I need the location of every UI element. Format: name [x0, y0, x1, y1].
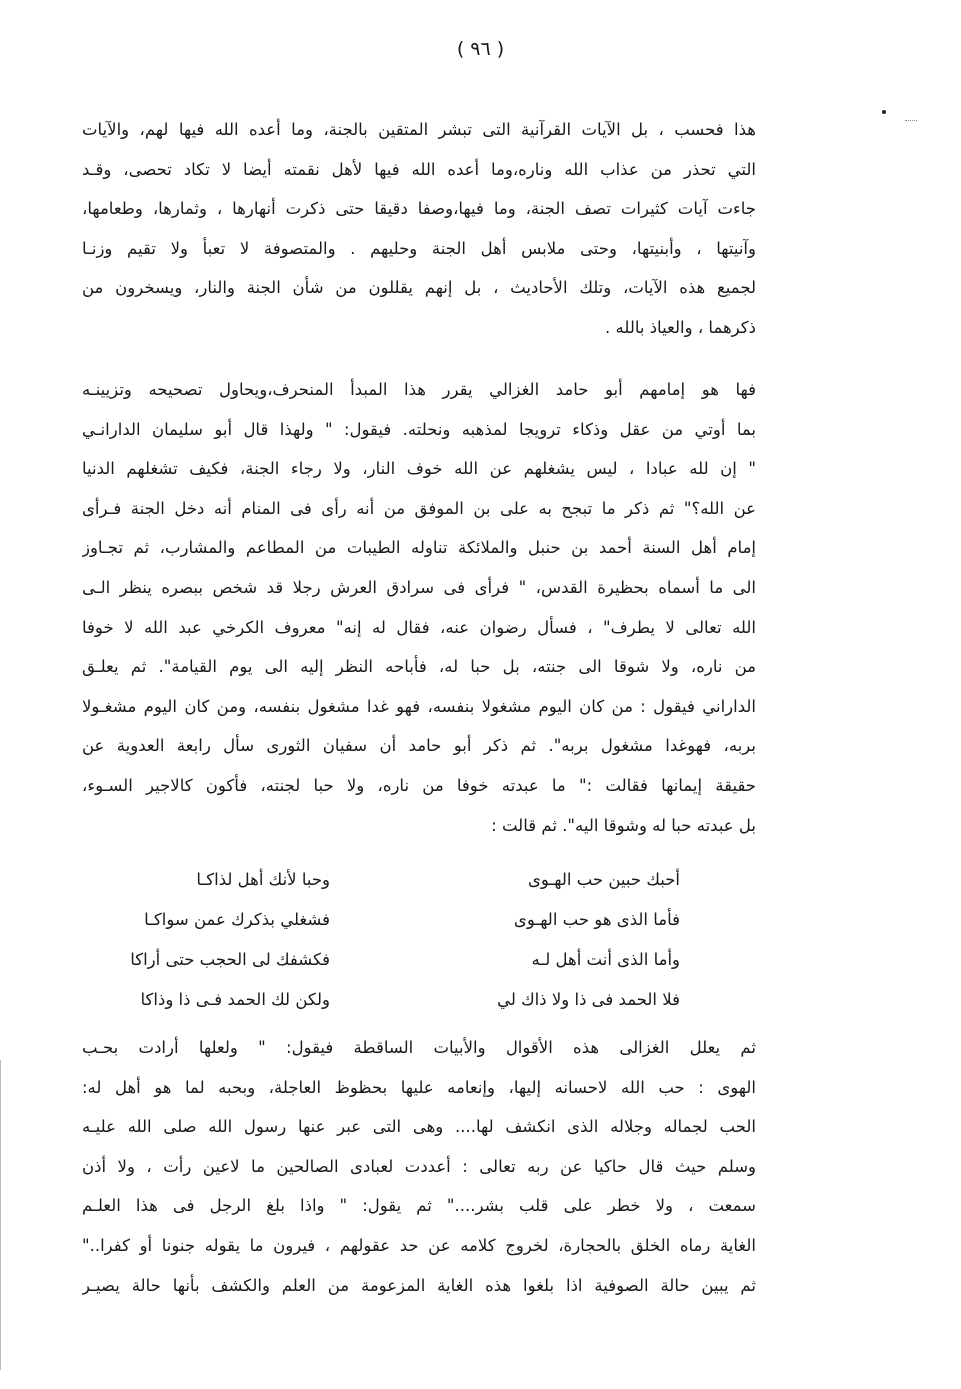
- verse-second-hemistich: فشغلي بذكرك عمن سواكـا: [144, 910, 330, 929]
- text-line: بما أوتي من عقل وذكاء ترويجا لمذهبه ونحلته. فيقول: " ولهذا قال أبو سليمان الدارانـي: [82, 419, 756, 439]
- poem-verse: [120, 860, 690, 900]
- text-line: بل عبدته حبا له وشوقا اليه". ثم قالت :: [491, 815, 756, 835]
- text-line: سمعت ، ولا خطر على قلب بشر...." ثم يقول: " واذا بلغ الرجل فى هذا العلـم: [82, 1196, 756, 1216]
- paragraph-3: [82, 1028, 756, 1305]
- poem-verse: [120, 940, 690, 980]
- poem-verse: [120, 900, 690, 940]
- verse-first-hemistich: وأما الذى أنت أهل لـه: [531, 950, 680, 969]
- verse-second-hemistich: فكشفك لى الحجب حتى أراكا: [130, 950, 330, 969]
- text-line: الداراني فيقول : من كان اليوم مشغولا بنفسه، فهو غدا مشغول بنفسه، ومن كان اليوم مشغـولا: [82, 696, 756, 716]
- text-line: جاءت آيات كثيرات تصف الجنة، وما فيها،وصفا دقيقا حتى ذكرت أنهارها ، وثمارها، وطعامها،: [82, 199, 756, 219]
- verse-second-hemistich: ولكن لك الحمد فـى ذا وذاكا: [140, 990, 330, 1009]
- paragraph-1: [82, 110, 756, 348]
- text-line: بربه، فهوغدا مشغول بربه". ثم ذكر أبو حامد أن سفيان الثورى سأل رابعة العدوية عن: [82, 736, 756, 756]
- text-line: الله تعالى لا يطرف" ، فسأل رضوان عنه، فقال له إنه" معروف الكرخي عبد الله لا خوفا: [82, 617, 756, 637]
- text-line: التي تحذر من عذاب الله وناره،وما أعده الله فيها لأهل نقمته أيضا لا تكاد تحصى، وقـد: [82, 159, 756, 179]
- text-line: الهوى : حب الله لاحسانه إليها، وإنعامه عليها بحظوظ العاجلة، وبحبه لما هو أهل له:: [82, 1077, 756, 1097]
- poem: [120, 860, 690, 1020]
- text-line: الغاية رماه الخلق بالحجارة، لخروج كلامه عن حد عقولهم ، فيرون ما يقوله جنونا أو كفرا..": [82, 1235, 756, 1255]
- paragraph-2: [82, 370, 756, 845]
- text-line: فها هو إمامهم أبو حامد الغزالي يقرر هذا المبدأ المنحرف،ويحاول تصحيحه وتزيينـه: [82, 380, 756, 399]
- text-line: الى ما أسماه بحظيرة القدس، " فرأى فى سرادق العرش رجلا قد شخص ببصره ينظر الـى: [82, 577, 756, 597]
- text-line: عن الله؟" ثم ذكر ما تبجح به على بن الموفق من أنه رأى فى المنام أنه دخل الجنة فـرأى: [82, 498, 756, 518]
- text-line: وسلم حيث قال حاكيا عن ربه تعالى : أعددت لعبادى الصالحين ما لاعين رأت ، ولا أذن: [82, 1156, 756, 1176]
- margin-mark: [905, 120, 917, 127]
- verse-first-hemistich: فلا الحمد فى ذا ولا ذاك لي: [497, 990, 680, 1009]
- verse-first-hemistich: أحبك حبين حب الهـوى: [527, 870, 680, 889]
- text-line: حقيقة إيمانها فقالت :" ما عبدته خوفا من ناره، ولا حبا لجنته، فأكون كالاجير السـوء،: [82, 775, 756, 795]
- scan-edge-line: [0, 1060, 1, 1370]
- text-line: " إن لله عبادا ، ليس يشغلهم عن الله خوف النار، ولا رجاء الجنة، فكيف تشغلهم الدنيا: [82, 459, 756, 479]
- text-line: ثم يعلل الغزالى هذه الأقوال والأبيات الساقطة فيقول: " ولعلها أرادت بحـب: [82, 1038, 756, 1057]
- verse-first-hemistich: فأما الذى هو حب الهـوى: [513, 910, 680, 929]
- page-number: ( ٩٦ ): [456, 38, 505, 60]
- text-line: إمام أهل السنة أحمد بن حنبل والملائكة تناوله الطيبات من المطاعم والمشارب، ثم تجـاوز: [82, 538, 756, 558]
- text-line: ثم يبين حالة الصوفية اذا بلغوا هذه الغاية المزعومة من العلم والكشف بأنها حالة يصيـر: [82, 1275, 756, 1295]
- text-line: وآنيتها ، وأبنيتها، وحتى ملابس أهل الجنة وحليهم . والمتصوفة لا تعبأ ولا تقيم وزنـا: [82, 238, 756, 258]
- text-line: لجميع هذه الآيات، وتلك الأحاديث ، بل إنهم يقللون من شأن الجنة والنار، ويسخرون من: [82, 278, 756, 298]
- text-line: الحب لجماله وجلاله الذى انكشف لها.... وهى التى عبر عنها رسول الله صلى الله عليـه: [82, 1117, 756, 1137]
- verse-second-hemistich: وحبا لأنك أهل لذاكـا: [196, 870, 330, 889]
- margin-dot: [882, 110, 886, 114]
- text-line: ذكرهما ، والعياذ بالله .: [605, 317, 756, 337]
- poem-verse: [120, 980, 690, 1020]
- text-line: هذا فحسب ، بل الآيات القرآنية التى تبشر المتقين بالجنة، وما أعده الله فيها لهم، والآيات: [82, 120, 756, 139]
- text-line: من ناره، ولا شوقا الى جنته، بل حبا له، فأباحه النظر إليه الى يوم القيامة". ثم يعلـق: [82, 657, 756, 677]
